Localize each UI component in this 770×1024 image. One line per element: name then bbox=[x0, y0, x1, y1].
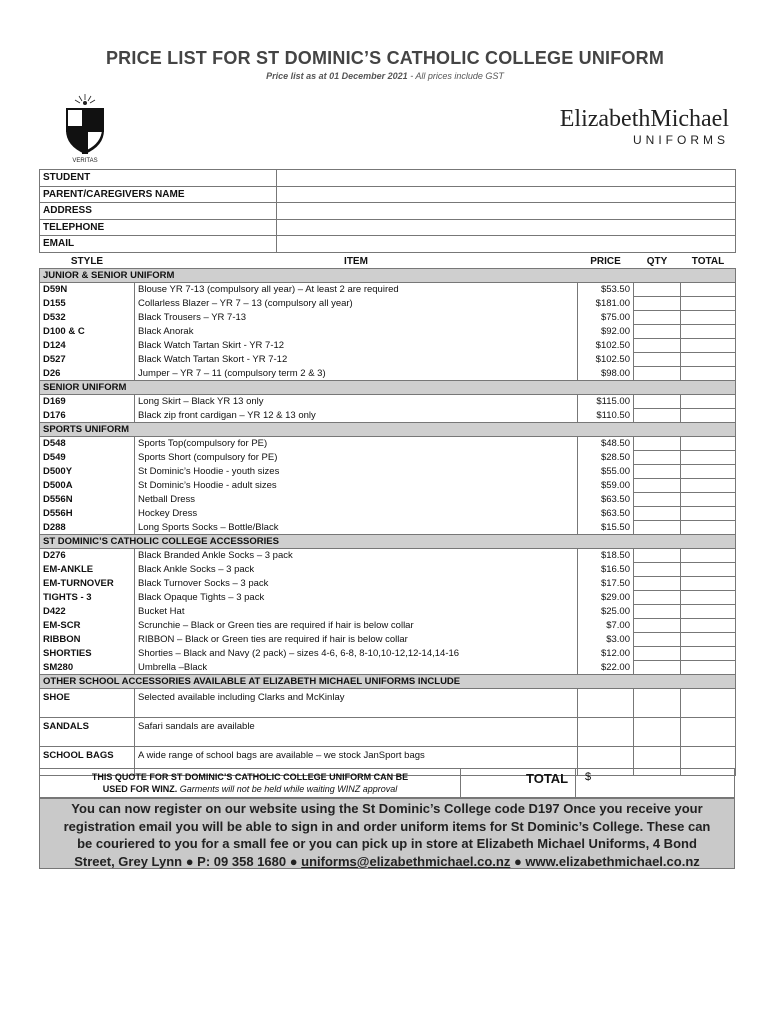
col-item: ITEM bbox=[344, 255, 368, 267]
email-link[interactable]: uniforms@elizabethmichael.co.nz bbox=[301, 853, 511, 869]
total-field[interactable] bbox=[681, 507, 736, 521]
item-description: Scrunchie – Black or Green ties are required if hair is below collar bbox=[135, 619, 578, 633]
info-input[interactable] bbox=[277, 219, 736, 236]
gst-note: - All prices include GST bbox=[407, 71, 504, 81]
section-title: JUNIOR & SENIOR UNIFORM bbox=[40, 269, 736, 283]
item-description: Sports Short (compulsory for PE) bbox=[135, 451, 578, 465]
total-field[interactable] bbox=[681, 718, 736, 747]
style-code: SCHOOL BAGS bbox=[40, 747, 135, 776]
section-title: OTHER SCHOOL ACCESSORIES AVAILABLE AT ELIZABETH MICHAEL UNIFORMS INCLUDE bbox=[40, 675, 736, 689]
table-row bbox=[40, 451, 736, 465]
info-row bbox=[40, 236, 736, 253]
qty-field[interactable] bbox=[634, 591, 681, 605]
item-price: $3.00 bbox=[578, 633, 634, 647]
price-date: Price list as at 01 December 2021 bbox=[266, 71, 408, 81]
brand-name: ElizabethMichael bbox=[559, 106, 729, 132]
info-input[interactable] bbox=[277, 236, 736, 253]
brand-logo bbox=[514, 106, 729, 147]
qty-field[interactable] bbox=[634, 563, 681, 577]
qty-field[interactable] bbox=[634, 283, 681, 297]
style-code: D549 bbox=[40, 451, 135, 465]
table-row bbox=[40, 619, 736, 633]
total-field[interactable] bbox=[681, 661, 736, 675]
section-header bbox=[40, 269, 736, 283]
total-field[interactable] bbox=[681, 325, 736, 339]
qty-field[interactable] bbox=[634, 647, 681, 661]
qty-field[interactable] bbox=[634, 465, 681, 479]
table-row bbox=[40, 283, 736, 297]
info-input[interactable] bbox=[277, 170, 736, 187]
style-code: EM-TURNOVER bbox=[40, 577, 135, 591]
style-code: EM-ANKLE bbox=[40, 563, 135, 577]
style-code: D169 bbox=[40, 395, 135, 409]
qty-field[interactable] bbox=[634, 689, 681, 718]
item-description: Collarless Blazer – YR 7 – 13 (compulsory all year) bbox=[135, 297, 578, 311]
style-code: D548 bbox=[40, 437, 135, 451]
item-description: Black Turnover Socks – 3 pack bbox=[135, 577, 578, 591]
qty-field[interactable] bbox=[634, 549, 681, 563]
total-field[interactable] bbox=[681, 605, 736, 619]
item-price[interactable] bbox=[578, 718, 634, 747]
table-row bbox=[40, 353, 736, 367]
item-description: A wide range of school bags are available – we stock JanSport bags bbox=[135, 747, 578, 776]
info-input[interactable] bbox=[277, 186, 736, 203]
item-price: $17.50 bbox=[578, 577, 634, 591]
style-code: D422 bbox=[40, 605, 135, 619]
style-code: SM280 bbox=[40, 661, 135, 675]
item-price: $29.00 bbox=[578, 591, 634, 605]
item-price: $16.50 bbox=[578, 563, 634, 577]
item-description: Long Sports Socks – Bottle/Black bbox=[135, 521, 578, 535]
style-code: SHOE bbox=[40, 689, 135, 718]
qty-field[interactable] bbox=[634, 718, 681, 747]
info-row bbox=[40, 170, 736, 187]
item-price: $28.50 bbox=[578, 451, 634, 465]
item-description: Safari sandals are available bbox=[135, 718, 578, 747]
item-price: $98.00 bbox=[578, 367, 634, 381]
item-price: $92.00 bbox=[578, 325, 634, 339]
table-row bbox=[40, 689, 736, 718]
table-row bbox=[40, 563, 736, 577]
style-code: SANDALS bbox=[40, 718, 135, 747]
table-row bbox=[40, 339, 736, 353]
total-field[interactable] bbox=[681, 521, 736, 535]
section-header bbox=[40, 381, 736, 395]
item-description: Black Opaque Tights – 3 pack bbox=[135, 591, 578, 605]
website-link[interactable]: ● www.elizabethmichael.co.nz bbox=[510, 853, 700, 869]
style-code: D100 & C bbox=[40, 325, 135, 339]
total-field[interactable] bbox=[681, 409, 736, 423]
total-field[interactable] bbox=[681, 395, 736, 409]
total-field[interactable] bbox=[681, 493, 736, 507]
page-subtitle bbox=[0, 71, 770, 81]
info-label: EMAIL bbox=[40, 236, 277, 253]
table-row bbox=[40, 297, 736, 311]
table-row bbox=[40, 605, 736, 619]
table-row bbox=[40, 479, 736, 493]
style-code: D532 bbox=[40, 311, 135, 325]
item-description: St Dominic’s Hoodie - youth sizes bbox=[135, 465, 578, 479]
total-field[interactable] bbox=[681, 297, 736, 311]
qty-field[interactable] bbox=[634, 409, 681, 423]
column-header-row bbox=[40, 254, 736, 269]
total-field[interactable] bbox=[681, 367, 736, 381]
style-code: D500A bbox=[40, 479, 135, 493]
item-price: $75.00 bbox=[578, 311, 634, 325]
total-field[interactable] bbox=[681, 283, 736, 297]
item-price: $7.00 bbox=[578, 619, 634, 633]
info-input[interactable] bbox=[277, 203, 736, 220]
item-description: Black Watch Tartan Skort - YR 7-12 bbox=[135, 353, 578, 367]
style-code: RIBBON bbox=[40, 633, 135, 647]
item-price: $115.00 bbox=[578, 395, 634, 409]
winz-note: THIS QUOTE FOR ST DOMINIC’S CATHOLIC COLLEGE UNIFORM CAN BE USED FOR WINZ. Garments will not be held while waiting WINZ approval bbox=[40, 769, 461, 799]
qty-field[interactable] bbox=[634, 325, 681, 339]
registration-banner: You can now register on our website using the St Dominic’s College code D197 Once you receive your registration email you will be able to sign in and order uniform items for St Dominic’s College. These can be couriered to you for a small fee or you can pick up in store at Elizabeth Michael Uniforms, 4 Bond Street, Grey Lynn ● P: 09 358 1680 ● uniforms@elizabethmichael.co.nz ● www.elizabethmichael.co.nz bbox=[39, 798, 735, 869]
qty-field[interactable] bbox=[634, 661, 681, 675]
style-code: D26 bbox=[40, 367, 135, 381]
customer-info-table bbox=[39, 169, 736, 253]
quote-footer bbox=[39, 768, 735, 798]
item-price: $25.00 bbox=[578, 605, 634, 619]
style-code: TIGHTS - 3 bbox=[40, 591, 135, 605]
qty-field[interactable] bbox=[634, 451, 681, 465]
item-price: $63.50 bbox=[578, 507, 634, 521]
qty-field[interactable] bbox=[634, 479, 681, 493]
item-description: Blouse YR 7-13 (compulsory all year) – At least 2 are required bbox=[135, 283, 578, 297]
total-field[interactable] bbox=[681, 577, 736, 591]
style-code: D176 bbox=[40, 409, 135, 423]
info-label: ADDRESS bbox=[40, 203, 277, 220]
qty-field[interactable] bbox=[634, 297, 681, 311]
total-field[interactable] bbox=[681, 549, 736, 563]
qty-field[interactable] bbox=[634, 339, 681, 353]
section-title: ST DOMINIC’S CATHOLIC COLLEGE ACCESSORIES bbox=[40, 535, 736, 549]
info-row bbox=[40, 186, 736, 203]
item-description: Netball Dress bbox=[135, 493, 578, 507]
qty-field[interactable] bbox=[634, 577, 681, 591]
total-field[interactable] bbox=[681, 563, 736, 577]
style-code: D527 bbox=[40, 353, 135, 367]
table-row bbox=[40, 521, 736, 535]
total-label: TOTAL bbox=[526, 771, 569, 786]
item-description: Sports Top(compulsory for PE) bbox=[135, 437, 578, 451]
table-row bbox=[40, 367, 736, 381]
qty-field[interactable] bbox=[634, 311, 681, 325]
section-header bbox=[40, 423, 736, 437]
item-price[interactable] bbox=[578, 689, 634, 718]
qty-field[interactable] bbox=[634, 493, 681, 507]
total-field[interactable] bbox=[681, 689, 736, 718]
table-row bbox=[40, 591, 736, 605]
section-title: SPORTS UNIFORM bbox=[40, 423, 736, 437]
info-label: TELEPHONE bbox=[40, 219, 277, 236]
style-code: D59N bbox=[40, 283, 135, 297]
table-row bbox=[40, 718, 736, 747]
item-description: Black Watch Tartan Skirt - YR 7-12 bbox=[135, 339, 578, 353]
item-price: $59.00 bbox=[578, 479, 634, 493]
style-code: D288 bbox=[40, 521, 135, 535]
item-price: $18.50 bbox=[578, 549, 634, 563]
price-list-table bbox=[39, 254, 736, 776]
item-description: Black Trousers – YR 7-13 bbox=[135, 311, 578, 325]
total-field[interactable] bbox=[681, 619, 736, 633]
table-row bbox=[40, 549, 736, 563]
item-price: $48.50 bbox=[578, 437, 634, 451]
qty-field[interactable] bbox=[634, 367, 681, 381]
item-price: $63.50 bbox=[578, 493, 634, 507]
col-price: PRICE bbox=[590, 255, 621, 267]
item-description: Black Anorak bbox=[135, 325, 578, 339]
total-field[interactable] bbox=[681, 591, 736, 605]
info-label: STUDENT bbox=[40, 170, 277, 187]
total-field[interactable] bbox=[681, 311, 736, 325]
item-price: $15.50 bbox=[578, 521, 634, 535]
col-total: TOTAL bbox=[691, 255, 725, 267]
info-label: PARENT/CAREGIVERS NAME bbox=[40, 186, 277, 203]
col-qty: QTY bbox=[646, 255, 668, 267]
info-row bbox=[40, 203, 736, 220]
total-field[interactable] bbox=[681, 339, 736, 353]
total-field[interactable] bbox=[681, 465, 736, 479]
style-code: D556N bbox=[40, 493, 135, 507]
qty-field[interactable] bbox=[634, 353, 681, 367]
qty-field[interactable] bbox=[634, 507, 681, 521]
style-code: D556H bbox=[40, 507, 135, 521]
table-row bbox=[40, 395, 736, 409]
item-price: $102.50 bbox=[578, 353, 634, 367]
total-field[interactable] bbox=[681, 353, 736, 367]
item-price: $53.50 bbox=[578, 283, 634, 297]
item-description: Long Skirt – Black YR 13 only bbox=[135, 395, 578, 409]
item-description: Selected available including Clarks and McKinlay bbox=[135, 689, 578, 718]
qty-field[interactable] bbox=[634, 395, 681, 409]
item-price: $55.00 bbox=[578, 465, 634, 479]
style-code: D155 bbox=[40, 297, 135, 311]
item-description: Black zip front cardigan – YR 12 & 13 only bbox=[135, 409, 578, 423]
qty-field[interactable] bbox=[634, 605, 681, 619]
table-row bbox=[40, 661, 736, 675]
table-row bbox=[40, 325, 736, 339]
total-field[interactable] bbox=[681, 451, 736, 465]
total-field[interactable] bbox=[681, 633, 736, 647]
total-field[interactable] bbox=[681, 479, 736, 493]
page-title: PRICE LIST FOR ST DOMINIC’S CATHOLIC COLLEGE UNIFORM bbox=[105, 48, 665, 68]
total-field[interactable] bbox=[681, 647, 736, 661]
item-description: St Dominic’s Hoodie - adult sizes bbox=[135, 479, 578, 493]
college-crest-logo bbox=[60, 92, 110, 164]
table-row bbox=[40, 409, 736, 423]
item-price: $110.50 bbox=[578, 409, 634, 423]
item-price: $12.00 bbox=[578, 647, 634, 661]
item-price: $102.50 bbox=[578, 339, 634, 353]
crest-motto: VERITAS bbox=[72, 158, 98, 164]
table-row bbox=[40, 465, 736, 479]
table-row bbox=[40, 437, 736, 451]
item-price: $181.00 bbox=[578, 297, 634, 311]
style-code: D124 bbox=[40, 339, 135, 353]
table-row bbox=[40, 493, 736, 507]
table-row bbox=[40, 311, 736, 325]
grand-total-field[interactable]: $ bbox=[585, 771, 592, 783]
table-row bbox=[40, 647, 736, 661]
style-code: D500Y bbox=[40, 465, 135, 479]
total-field[interactable] bbox=[681, 437, 736, 451]
item-description: Shorties – Black and Navy (2 pack) – sizes 4-6, 6-8, 8-10,10-12,12-14,14-16 bbox=[135, 647, 578, 661]
item-description: RIBBON – Black or Green ties are required if hair is below collar bbox=[135, 633, 578, 647]
table-row bbox=[40, 507, 736, 521]
qty-field[interactable] bbox=[634, 619, 681, 633]
style-code: EM-SCR bbox=[40, 619, 135, 633]
qty-field[interactable] bbox=[634, 437, 681, 451]
qty-field[interactable] bbox=[634, 521, 681, 535]
item-description: Bucket Hat bbox=[135, 605, 578, 619]
item-description: Black Ankle Socks – 3 pack bbox=[135, 563, 578, 577]
section-header bbox=[40, 535, 736, 549]
style-code: SHORTIES bbox=[40, 647, 135, 661]
item-price: $22.00 bbox=[578, 661, 634, 675]
item-description: Jumper – YR 7 – 11 (compulsory term 2 & 3) bbox=[135, 367, 578, 381]
table-row bbox=[40, 633, 736, 647]
info-row bbox=[40, 219, 736, 236]
item-description: Black Branded Ankle Socks – 3 pack bbox=[135, 549, 578, 563]
table-row bbox=[40, 577, 736, 591]
col-style: STYLE bbox=[70, 255, 104, 267]
section-title: SENIOR UNIFORM bbox=[40, 381, 736, 395]
item-description: Umbrella –Black bbox=[135, 661, 578, 675]
section-header bbox=[40, 675, 736, 689]
item-description: Hockey Dress bbox=[135, 507, 578, 521]
qty-field[interactable] bbox=[634, 633, 681, 647]
style-code: D276 bbox=[40, 549, 135, 563]
brand-subtitle: UNIFORMS bbox=[633, 133, 729, 147]
